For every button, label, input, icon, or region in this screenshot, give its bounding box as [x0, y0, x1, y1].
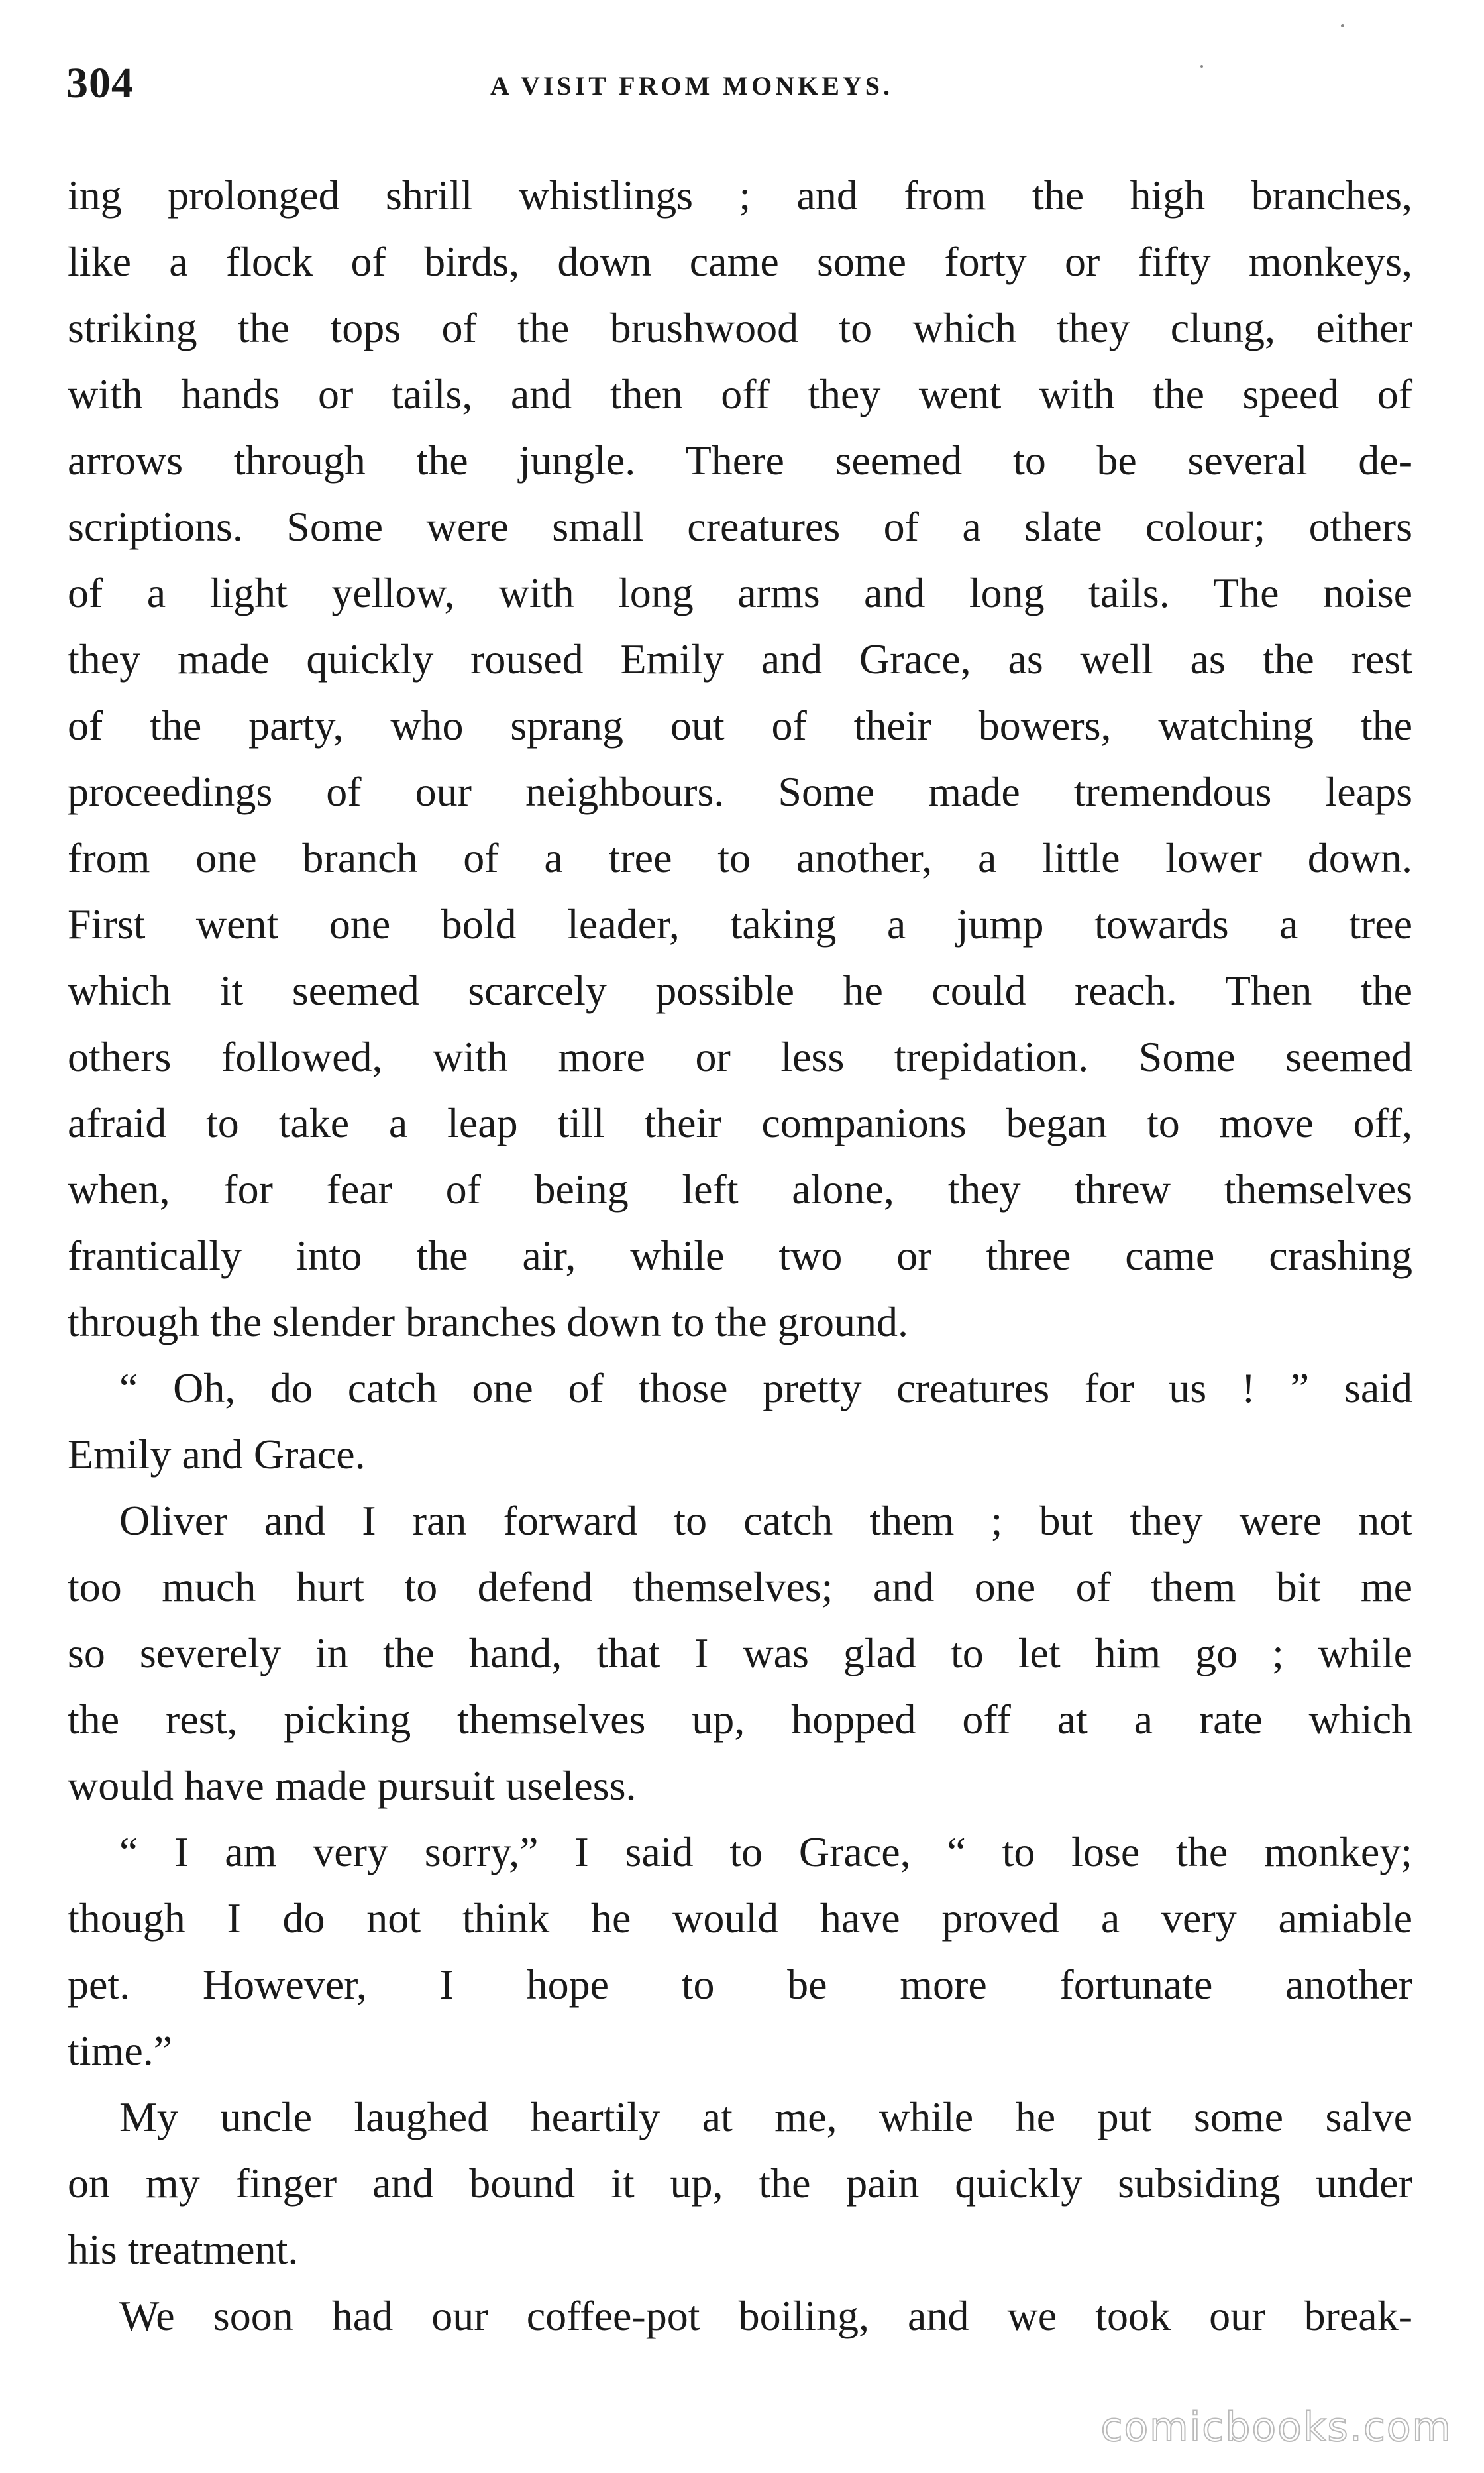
text-line: others followed, with more or less trepidation. Some seemed — [68, 1033, 1412, 1080]
text-line: scriptions. Some were small creatures of a slate colour; others — [68, 503, 1412, 550]
text-line: frantically into the air, while two or three came crashing — [68, 1232, 1412, 1279]
text-line: pet. However, I hope to be more fortunate another — [68, 1961, 1412, 2008]
text-line: like a flock of birds, down came some forty or fifty monkeys, — [68, 238, 1412, 285]
page-header — [66, 58, 1418, 118]
text-line: on my finger and bound it up, the pain quickly subsiding under — [68, 2160, 1412, 2207]
text-line: First went one bold leader, taking a jump towards a tree — [68, 901, 1412, 948]
text-line: they made quickly roused Emily and Grace, as well as the rest — [68, 635, 1412, 683]
body-text — [68, 162, 1412, 2349]
text-line: of a light yellow, with long arms and long tails. The noise — [68, 569, 1412, 616]
text-line: proceedings of our neighbours. Some made tremendous leaps — [68, 768, 1412, 815]
text-line: too much hurt to defend themselves; and one of them bit me — [68, 1563, 1412, 1610]
text-line: time.” — [68, 2027, 173, 2074]
text-line: ing prolonged shrill whistlings ; and from the high branches, — [68, 172, 1412, 219]
text-line: which it seemed scarcely possible he could reach. Then the — [68, 967, 1412, 1014]
text-line: so severely in the hand, that I was glad to let him go ; while — [68, 1629, 1412, 1676]
text-line: afraid to take a leap till their companions began to move off, — [68, 1099, 1412, 1146]
text-line: from one branch of a tree to another, a little lower down. — [68, 834, 1412, 881]
text-line: Oliver and I ran forward to catch them ; but they were not — [119, 1497, 1412, 1544]
text-line: when, for fear of being left alone, they threw themselves — [68, 1166, 1412, 1213]
text-line: would have made pursuit useless. — [68, 1762, 637, 1809]
text-line: arrows through the jungle. There seemed to be several de- — [68, 437, 1412, 484]
text-line: the rest, picking themselves up, hopped off at a rate which — [68, 1696, 1412, 1743]
paper-speck — [1341, 24, 1344, 27]
text-line: of the party, who sprang out of their bowers, watching the — [68, 702, 1412, 749]
text-line: “ I am very sorry,” I said to Grace, “ to lose the monkey; — [119, 1828, 1412, 1875]
text-line: striking the tops of the brushwood to which they clung, either — [68, 304, 1412, 351]
text-line: through the slender branches down to the ground. — [68, 1298, 909, 1345]
text-line: though I do not think he would have proved a very amiable — [68, 1895, 1412, 1942]
running-head: A VISIT FROM MONKEYS. — [490, 71, 894, 101]
text-line: We soon had our coffee-pot boiling, and we took our break- — [119, 2292, 1412, 2339]
watermark-logo: comicbooks.com — [1100, 2404, 1452, 2450]
text-line: My uncle laughed heartily at me, while he put some salve — [119, 2093, 1412, 2140]
text-line: Emily and Grace. — [68, 1431, 366, 1478]
text-line: his treatment. — [68, 2226, 299, 2273]
text-line: with hands or tails, and then off they went with the speed of — [68, 370, 1412, 417]
page-number: 304 — [66, 59, 134, 107]
text-line: “ Oh, do catch one of those pretty creatures for us ! ” said — [119, 1364, 1412, 1411]
